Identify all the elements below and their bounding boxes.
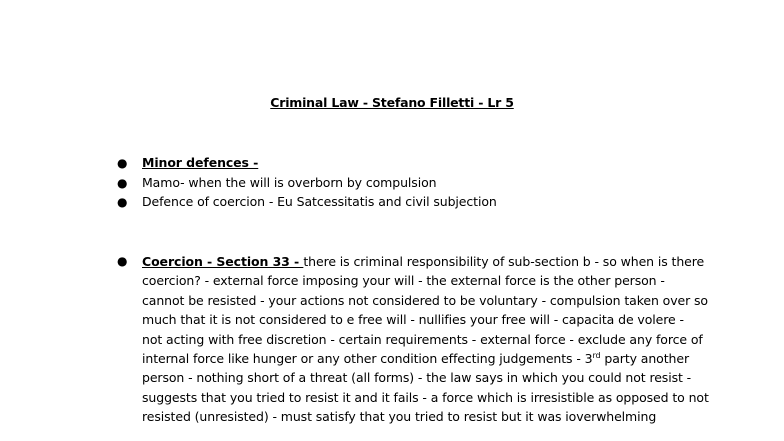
paragraph-text: there is criminal responsibility of sub-section b - so when is there: [303, 254, 705, 269]
paragraph-line: suggests that you tried to resist it and it fails - a force which is irresistible as opposed to not: [142, 389, 709, 405]
paragraph-line: not acting with free discretion - certain requirements - external force - exclude any force of: [142, 331, 703, 347]
paragraph-text: internal force like hunger or any other condition effecting judgements - 3: [142, 351, 593, 367]
minor-defences-heading: Minor defences -: [142, 155, 259, 170]
paragraph-line: much that it is not considered to e free will - nullifies your free will - capacita de volere -: [142, 312, 684, 328]
coercion-heading: Coercion - Section 33 -: [142, 254, 304, 269]
paragraph-line: resisted (unresisted) - must satisfy that you tried to resist but it was ioverwhelming: [142, 409, 657, 425]
bullet-icon: ●: [117, 195, 128, 209]
paragraph-text: party another: [600, 351, 689, 367]
bullet-icon: ●: [117, 176, 128, 190]
paragraph-line: [142, 349, 702, 368]
paragraph-line: coercion? - external force imposing your will - the external force is the other person -: [142, 273, 665, 289]
list-item-text: Mamo- when the will is overborn by compulsion: [142, 175, 437, 190]
bullet-icon: ●: [117, 254, 128, 268]
list-item-text: Defence of coercion - Eu Satcessitatis and civil subjection: [142, 194, 497, 209]
ordinal-superscript: rd: [592, 350, 601, 360]
paragraph-line: person - nothing short of a threat (all forms) - the law says in which you could not resist -: [142, 370, 692, 386]
bullet-icon: ●: [117, 156, 128, 170]
paragraph-line: [142, 252, 705, 271]
coercion-paragraph: [142, 252, 709, 427]
page-title: Criminal Law - Stefano Filletti - Lr 5: [270, 95, 514, 110]
paragraph-line: cannot be resisted - your actions not considered to be voluntary - compulsion taken over so: [142, 292, 708, 308]
